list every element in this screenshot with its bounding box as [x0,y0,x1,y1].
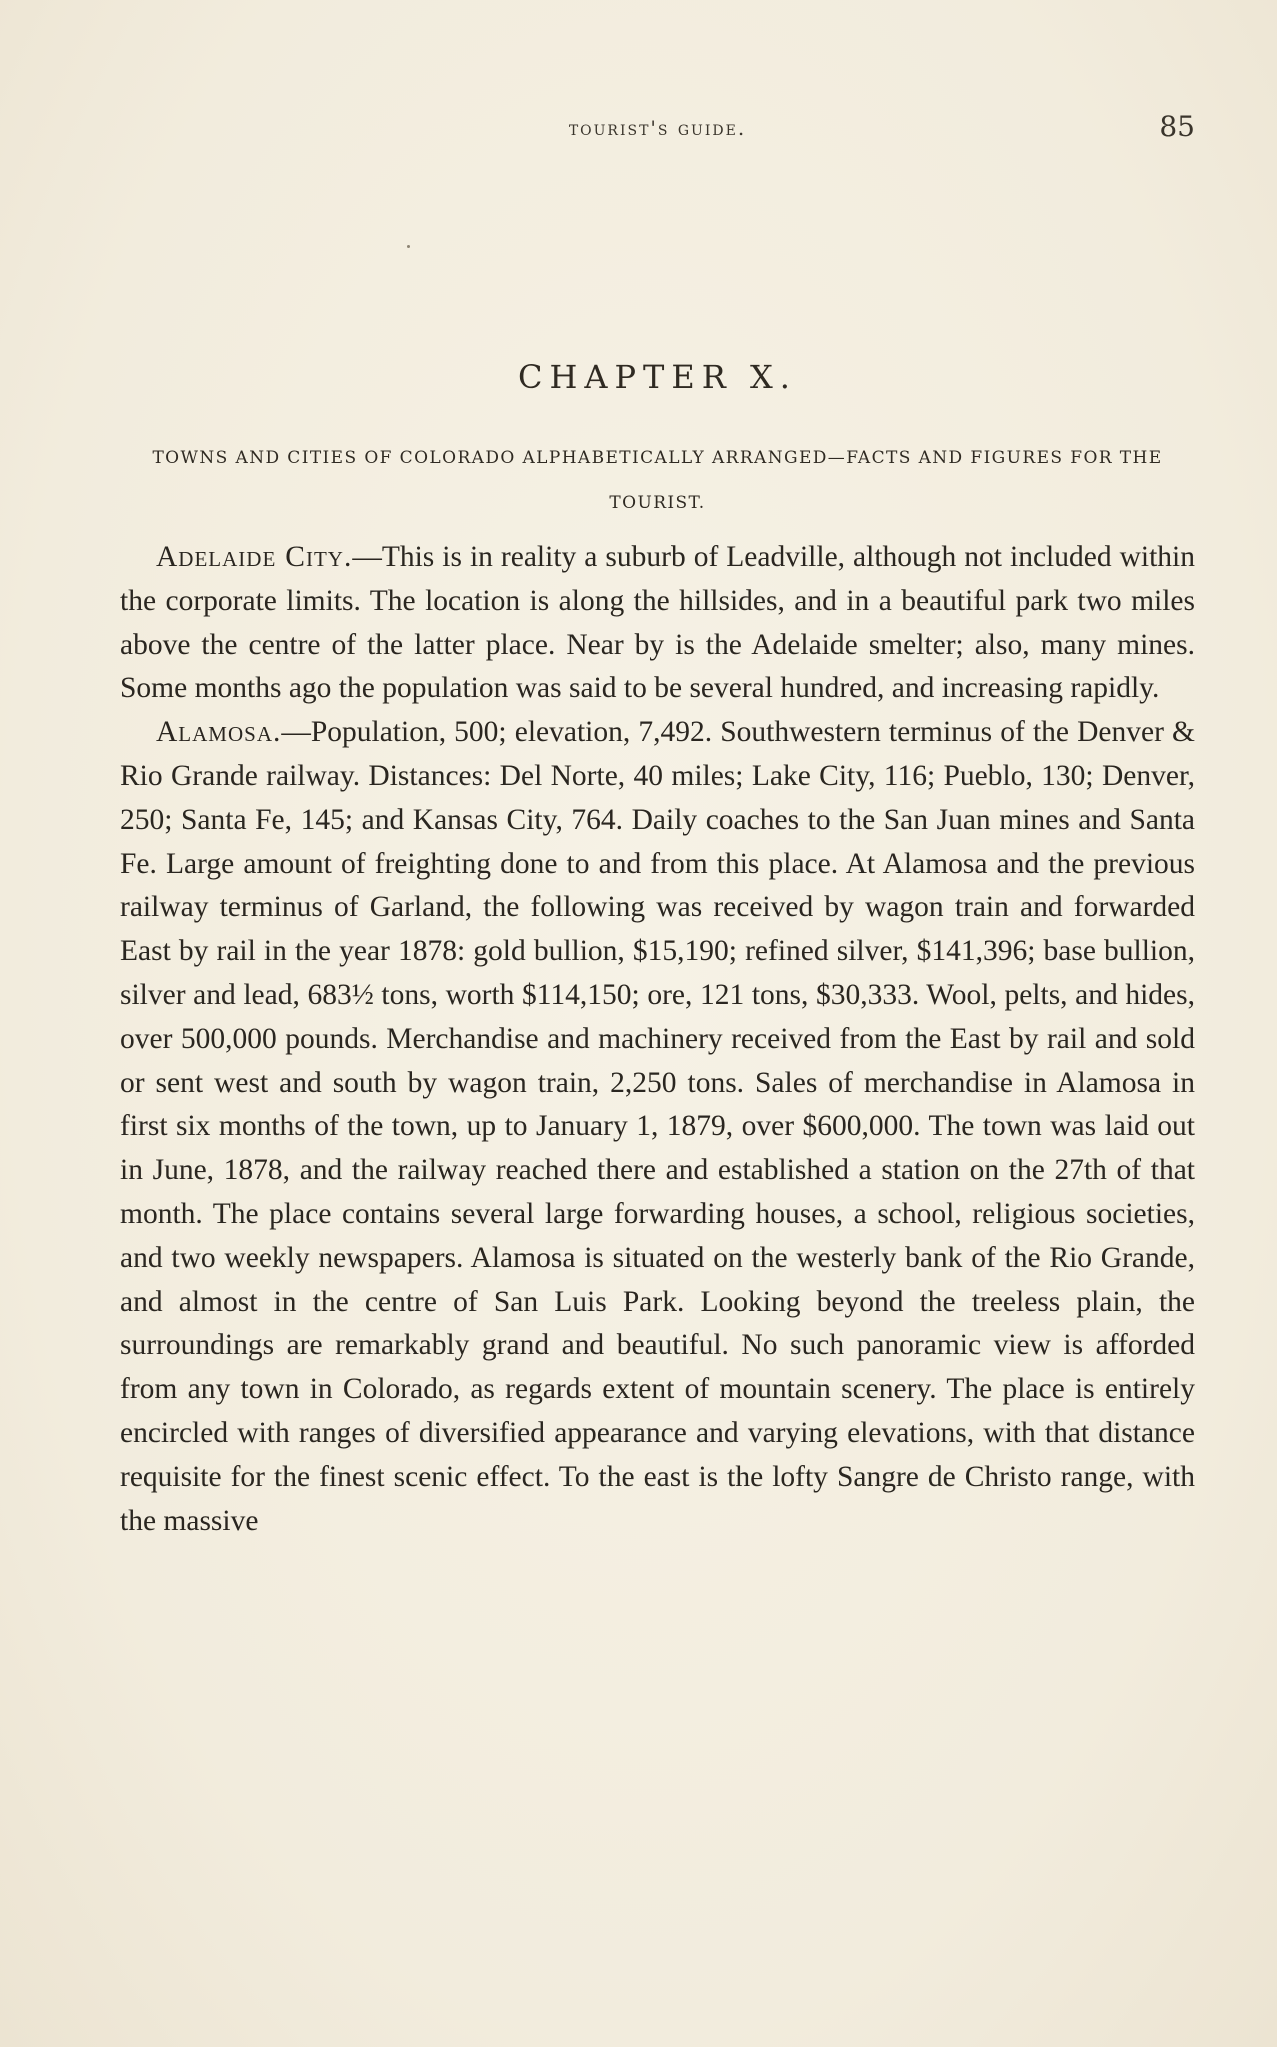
running-head: tourist's guide. [568,116,747,140]
ink-speck [407,245,410,248]
page-header [120,108,1195,144]
entry-heading: Alamosa. [156,716,282,749]
entry-text: —Population, 500; elevation, 7,492. Southwestern terminus of the Denver & Rio Grande railway. Distances: Del Norte, 40 miles; Lake City, 116; Pueblo, 130; Denver, 250; Santa Fe, 145; and Kansas City, 764. Daily coaches to the San Juan mines and Santa Fe. Large amount of freighting done to and from this place. At Alamosa and the previous railway terminus of Garland, the following was received by wagon train and forwarded East by rail in the year 1878: gold bullion, $15,190; refined silver, $141,396; base bullion, silver and lead, 683½ tons, worth $114,150; ore, 121 tons, $30,333. Wool, pelts, and hides, over 500,000 pounds. Merchandise and machinery received from the East by rail and sold or sent west and south by wagon train, 2,250 tons. Sales of merchandise in Alamosa in first six months of the town, up to January 1, 1879, over $600,000. The town was laid out in June, 1878, and the railway reached there and established a station on the 27th of that month. The place contains several large forwarding houses, a school, religious societies, and two weekly newspapers. Alamosa is situated on the westerly bank of the Rio Grande, and almost in the centre of San Luis Park. Looking beyond the treeless plain, the surroundings are remarkably grand and beautiful. No such panoramic view is afforded from any town in Colorado, as regards extent of mountain scenery. The place is entirely encircled with ranges of diversified appearance and varying elevations, with that distance requisite for the finest scenic effect. To the east is the lofty Sangre de Christo range, with the massive [120,716,1195,1537]
entry-heading: Adelaide City. [156,541,353,573]
entry-paragraph [120,536,1195,711]
entry-paragraph [120,711,1195,1543]
entry-text: —This is in reality a suburb of Leadville, although not included within the corporate limits. The location is along the hillsides, and in a beautiful park two miles above the centre of the latter place. Near by is the Adelaide smelter; also, many mines. Some months ago the population was said to be several hundred, and increasing rapidly. [120,541,1195,705]
body-text [120,536,1195,1543]
chapter-title: CHAPTER X. [518,358,797,396]
page-number: 85 [1159,110,1195,143]
chapter-subtitle: TOWNS AND CITIES OF COLORADO ALPHABETICALLY ARRANGED—FACTS AND FIGURES FOR THE TOURIST. [152,448,1163,513]
